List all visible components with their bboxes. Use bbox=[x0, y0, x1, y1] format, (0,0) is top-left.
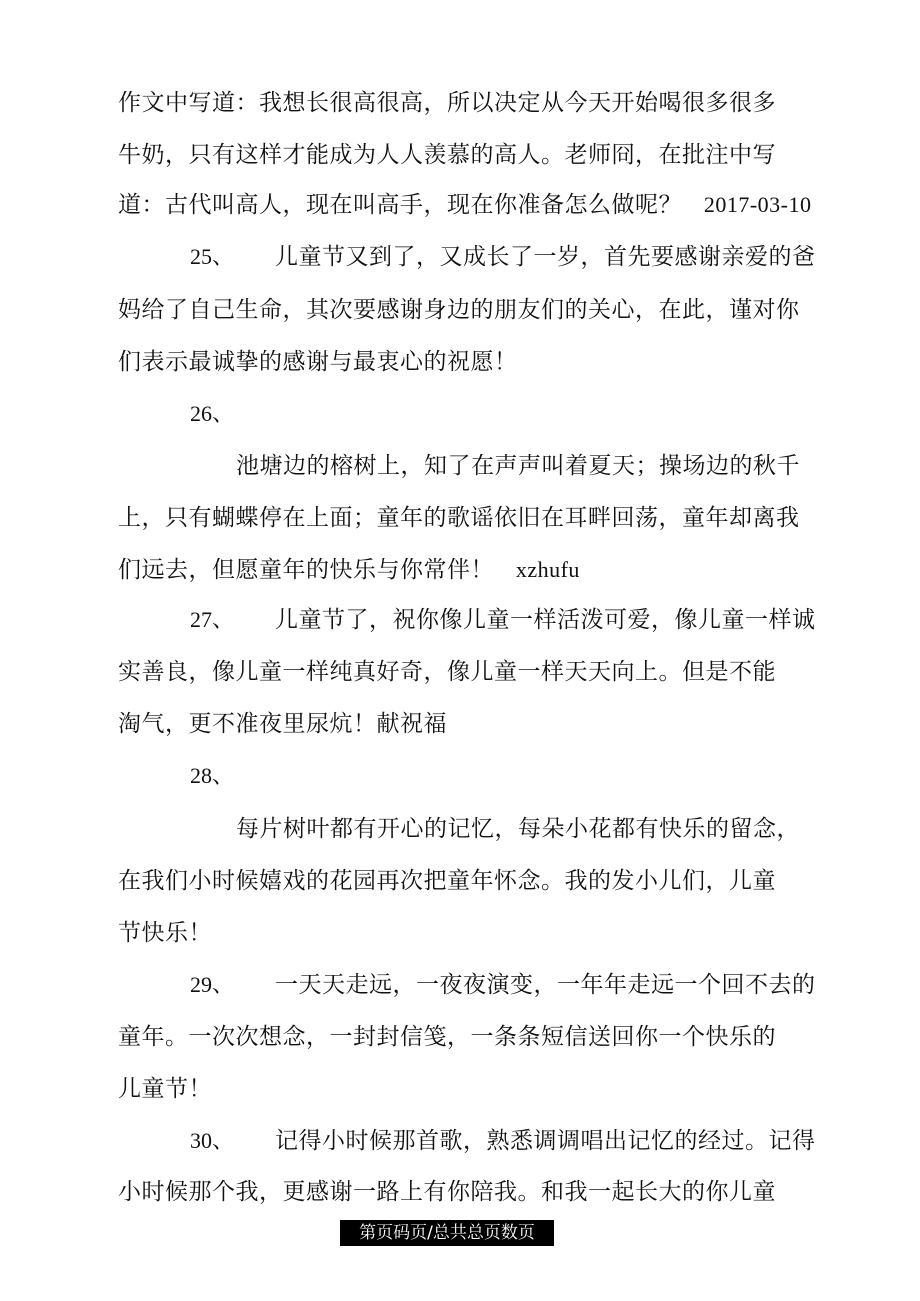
intro-date: 2017-03-10 bbox=[703, 192, 812, 217]
entry-29-line-3: 儿童节！ bbox=[118, 1076, 212, 1102]
entry-25-line-1: 儿童节又到了，又成长了一岁，首先要感谢亲爱的爸 bbox=[275, 244, 816, 270]
entry-30-number: 30、 bbox=[190, 1128, 235, 1153]
entry-27-line-1: 儿童节了，祝你像儿童一样活泼可爱，像儿童一样诚 bbox=[275, 607, 816, 633]
entry-25-line-2: 妈给了自己生命，其次要感谢身边的朋友们的关心，在此，谨对你 bbox=[118, 297, 800, 323]
entry-28-line-1: 每片树叶都有开心的记忆，每朵小花都有快乐的留念， bbox=[236, 816, 800, 842]
entry-28-line-2: 在我们小时候嬉戏的花园再次把童年怀念。我的发小儿们，儿童 bbox=[118, 868, 776, 894]
entry-30-line-2: 小时候那个我，更感谢一路上有你陪我。和我一起长大的你儿童 bbox=[118, 1179, 776, 1205]
entry-27-number: 27、 bbox=[190, 607, 235, 632]
entry-25-line-3: 们表示最诚挚的感谢与最衷心的祝愿！ bbox=[118, 349, 518, 375]
entry-29-line-1: 一天天走远，一夜夜演变，一年年走远一个回不去的 bbox=[275, 972, 816, 998]
intro-line-3 bbox=[118, 190, 811, 220]
entry-26-line-1: 池塘边的榕树上，知了在声声叫着夏天；操场边的秋千 bbox=[236, 453, 800, 479]
entry-29-line-2: 童年。一次次想念，一封封信笺，一条条短信送回你一个快乐的 bbox=[118, 1024, 776, 1050]
entry-27-line-3: 淘气，更不准夜里尿炕！献祝福 bbox=[118, 711, 447, 737]
entry-26-line-3 bbox=[118, 555, 580, 585]
entry-26-number: 26、 bbox=[190, 401, 235, 426]
entry-25-number: 25、 bbox=[190, 244, 235, 269]
entry-26-line-2: 上，只有蝴蝶停在上面；童年的歌谣依旧在耳畔回荡，童年却离我 bbox=[118, 505, 800, 531]
entry-29-number: 29、 bbox=[190, 972, 235, 997]
intro-line-1: 作文中写道：我想长很高很高，所以决定从今天开始喝很多很多 bbox=[118, 90, 776, 116]
intro-line-2: 牛奶，只有这样才能成为人人羡慕的高人。老师冏，在批注中写 bbox=[118, 142, 776, 168]
entry-30-line-1: 记得小时候那首歌，熟悉调调唱出记忆的经过。记得 bbox=[275, 1128, 816, 1154]
entry-27-line-2: 实善良，像儿童一样纯真好奇，像儿童一样天天向上。但是不能 bbox=[118, 659, 776, 685]
entry-28-number: 28、 bbox=[190, 763, 235, 788]
intro-line-3-text: 道：古代叫高人，现在叫高手，现在你准备怎么做呢？ bbox=[118, 192, 682, 218]
entry-26-tail: xzhufu bbox=[515, 557, 580, 582]
page-footer: 第页码页/总共总页数页 bbox=[340, 1220, 554, 1246]
entry-26-line-3-text: 们远去，但愿童年的快乐与你常伴！ bbox=[118, 557, 494, 583]
entry-28-line-3: 节快乐！ bbox=[118, 920, 212, 946]
